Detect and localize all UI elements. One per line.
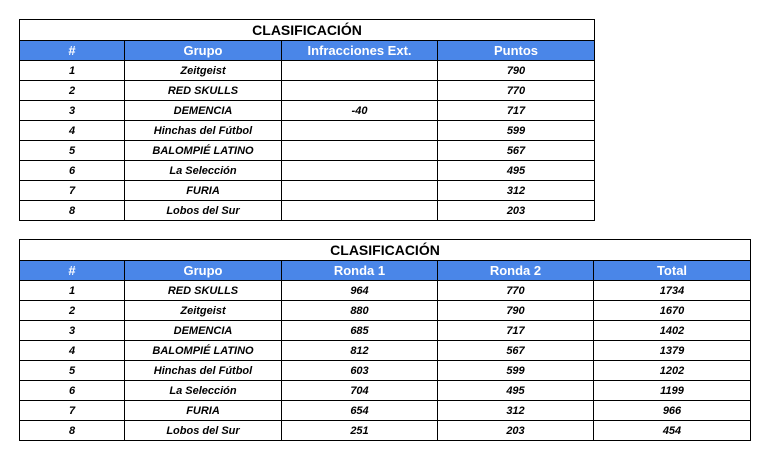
header-total: Total	[594, 261, 751, 281]
cell-rank: 4	[20, 121, 125, 141]
cell-infractions	[282, 181, 438, 201]
table-row	[20, 161, 595, 181]
cell-rank: 3	[20, 321, 125, 341]
cell-infractions	[282, 201, 438, 221]
standings-table-rounds	[19, 239, 751, 441]
cell-rank: 8	[20, 201, 125, 221]
table-title: CLASIFICACIÓN	[20, 20, 595, 41]
cell-round-1: 603	[282, 361, 438, 381]
header-points: Puntos	[438, 41, 595, 61]
cell-round-2: 567	[438, 341, 594, 361]
header-group: Grupo	[125, 41, 282, 61]
table-row	[20, 181, 595, 201]
cell-points: 203	[438, 201, 595, 221]
cell-rank: 1	[20, 281, 125, 301]
table-row	[20, 101, 595, 121]
cell-round-2: 790	[438, 301, 594, 321]
cell-rank: 8	[20, 421, 125, 441]
cell-infractions: -40	[282, 101, 438, 121]
header-group: Grupo	[125, 261, 282, 281]
cell-rank: 2	[20, 81, 125, 101]
cell-infractions	[282, 121, 438, 141]
cell-rank: 5	[20, 141, 125, 161]
cell-infractions	[282, 141, 438, 161]
cell-rank: 3	[20, 101, 125, 121]
cell-round-2: 717	[438, 321, 594, 341]
cell-infractions	[282, 161, 438, 181]
table-row	[20, 361, 751, 381]
table-row	[20, 141, 595, 161]
header-rank: #	[20, 261, 125, 281]
standings-table-points	[19, 19, 595, 221]
table-row	[20, 381, 751, 401]
cell-round-1: 704	[282, 381, 438, 401]
cell-points: 495	[438, 161, 595, 181]
cell-rank: 7	[20, 401, 125, 421]
cell-total: 1402	[594, 321, 751, 341]
cell-group: BALOMPIÉ LATINO	[125, 341, 282, 361]
table-row	[20, 321, 751, 341]
table-header-row	[20, 261, 751, 281]
cell-group: DEMENCIA	[125, 321, 282, 341]
cell-group: La Selección	[125, 161, 282, 181]
cell-round-1: 964	[282, 281, 438, 301]
header-round-2: Ronda 2	[438, 261, 594, 281]
table-row	[20, 421, 751, 441]
cell-total: 1670	[594, 301, 751, 321]
table-row	[20, 281, 751, 301]
cell-group: FURIA	[125, 401, 282, 421]
cell-rank: 6	[20, 161, 125, 181]
cell-total: 1199	[594, 381, 751, 401]
table-row	[20, 61, 595, 81]
cell-group: La Selección	[125, 381, 282, 401]
cell-total: 1202	[594, 361, 751, 381]
cell-rank: 5	[20, 361, 125, 381]
cell-group: Hinchas del Fútbol	[125, 361, 282, 381]
cell-total: 1379	[594, 341, 751, 361]
cell-rank: 2	[20, 301, 125, 321]
cell-group: Hinchas del Fútbol	[125, 121, 282, 141]
cell-rank: 6	[20, 381, 125, 401]
cell-group: FURIA	[125, 181, 282, 201]
cell-group: DEMENCIA	[125, 101, 282, 121]
cell-infractions	[282, 61, 438, 81]
cell-rank: 1	[20, 61, 125, 81]
cell-total: 454	[594, 421, 751, 441]
cell-group: BALOMPIÉ LATINO	[125, 141, 282, 161]
header-infractions: Infracciones Ext.	[282, 41, 438, 61]
cell-round-1: 685	[282, 321, 438, 341]
table-row	[20, 341, 751, 361]
header-rank: #	[20, 41, 125, 61]
cell-round-1: 654	[282, 401, 438, 421]
cell-round-2: 770	[438, 281, 594, 301]
cell-round-1: 251	[282, 421, 438, 441]
cell-round-2: 312	[438, 401, 594, 421]
cell-points: 567	[438, 141, 595, 161]
cell-points: 717	[438, 101, 595, 121]
table-row	[20, 121, 595, 141]
cell-points: 790	[438, 61, 595, 81]
cell-rank: 4	[20, 341, 125, 361]
table-row	[20, 301, 751, 321]
cell-total: 966	[594, 401, 751, 421]
cell-group: Zeitgeist	[125, 301, 282, 321]
table-title: CLASIFICACIÓN	[20, 240, 751, 261]
cell-round-2: 599	[438, 361, 594, 381]
cell-infractions	[282, 81, 438, 101]
cell-group: RED SKULLS	[125, 281, 282, 301]
cell-group: Lobos del Sur	[125, 201, 282, 221]
header-round-1: Ronda 1	[282, 261, 438, 281]
cell-points: 770	[438, 81, 595, 101]
table-row	[20, 401, 751, 421]
cell-group: Zeitgeist	[125, 61, 282, 81]
table-title-row	[20, 240, 751, 261]
table-header-row	[20, 41, 595, 61]
cell-points: 312	[438, 181, 595, 201]
cell-points: 599	[438, 121, 595, 141]
cell-round-1: 812	[282, 341, 438, 361]
cell-group: Lobos del Sur	[125, 421, 282, 441]
table-title-row	[20, 20, 595, 41]
cell-round-2: 495	[438, 381, 594, 401]
cell-round-1: 880	[282, 301, 438, 321]
cell-group: RED SKULLS	[125, 81, 282, 101]
cell-round-2: 203	[438, 421, 594, 441]
table-row	[20, 201, 595, 221]
table-row	[20, 81, 595, 101]
cell-total: 1734	[594, 281, 751, 301]
cell-rank: 7	[20, 181, 125, 201]
